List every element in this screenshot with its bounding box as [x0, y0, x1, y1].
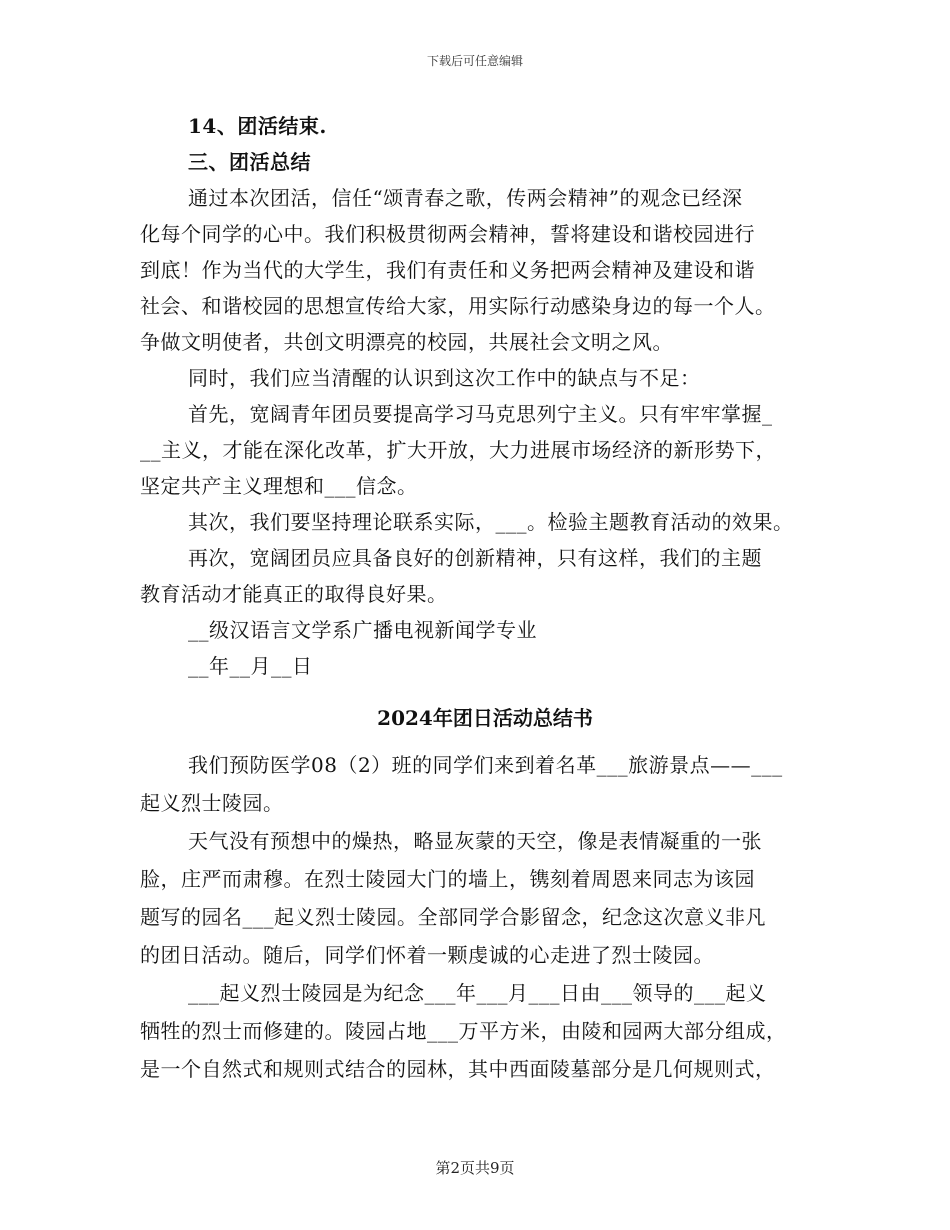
paragraph-line: 牺牲的烈士而修建的。陵园占地___万平方米，由陵和园两大部分组成，	[140, 1019, 787, 1043]
paragraph-line: 我们预防医学08（2）班的同学们来到着名革___旅游景点——___	[188, 753, 783, 777]
paragraph-line: 社会、和谐校园的思想宣传给大家，用实际行动感染身边的每一个人。	[140, 294, 776, 318]
paragraph-line: 再次，宽阔团员应具备良好的创新精神，只有这样，我们的主题	[188, 546, 762, 570]
paragraph-line: 到底！作为当代的大学生，我们有责任和义务把两会精神及建设和谐	[140, 258, 755, 282]
paragraph-line: 题写的园名___起义烈士陵园。全部同学合影留念，纪念这次意义非凡	[140, 905, 766, 929]
paragraph-line: 14、团活结束.	[188, 114, 327, 138]
paragraph-line: 首先，宽阔青年团员要提高学习马克思列宁主义。只有牢牢掌握_	[188, 402, 773, 426]
document-title: 2024年团日活动总结书	[377, 706, 593, 730]
paragraph-line: 教育活动才能真正的取得良好果。	[140, 582, 448, 606]
page-header: 下载后可任意编辑	[426, 54, 523, 68]
paragraph-line: 坚定共产主义理想和___信念。	[140, 474, 418, 498]
signature-department: __级汉语言文学系广播电视新闻学专业	[188, 618, 537, 642]
signature-date: __年__月__日	[188, 654, 313, 678]
paragraph-line: 天气没有预想中的燥热，略显灰蒙的天空，像是表情凝重的一张	[188, 829, 762, 853]
paragraph-line: 的团日活动。随后，同学们怀着一颗虔诚的心走进了烈士陵园。	[140, 943, 714, 967]
paragraph-line: __主义，才能在深化改革，扩大开放，大力进展市场经济的新形势下，	[140, 438, 776, 462]
document-body	[140, 108, 830, 1088]
paragraph-line: 通过本次团活，信任“颂青春之歌，传两会精神”的观念已经深	[188, 186, 743, 210]
page-footer: 第2页共9页	[435, 1159, 515, 1177]
paragraph-line: 其次，我们要坚持理论联系实际，___。检验主题教育活动的效果。	[188, 510, 794, 534]
paragraph-line: ___起义烈士陵园是为纪念___年___月___日由___领导的___起义	[188, 981, 767, 1005]
paragraph-line: 是一个自然式和规则式结合的园林，其中西面陵墓部分是几何规则式，	[140, 1057, 776, 1081]
paragraph-line: 争做文明使者，共创文明漂亮的校园，共展社会文明之风。	[140, 330, 673, 354]
paragraph-line: 化每个同学的心中。我们积极贯彻两会精神，誓将建设和谐校园进行	[140, 222, 755, 246]
paragraph-line: 脸，庄严而肃穆。在烈士陵园大门的墙上，镌刻着周恩来同志为该园	[140, 867, 755, 891]
paragraph-line: 同时，我们应当清醒的认识到这次工作中的缺点与不足：	[188, 366, 701, 390]
section-heading: 三、团活总结	[188, 150, 311, 174]
paragraph-line: 起义烈士陵园。	[140, 791, 284, 815]
